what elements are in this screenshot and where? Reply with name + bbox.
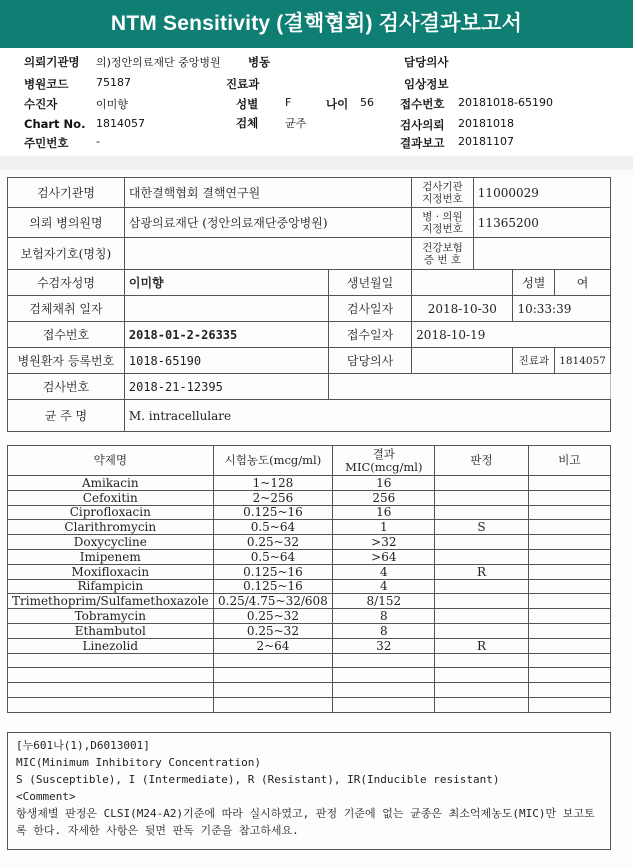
drug-range: 0.25~32 — [213, 609, 333, 624]
header-note: 비고 — [528, 446, 610, 476]
drug-range: 2~64 — [213, 638, 333, 653]
ward-label: 병동 — [248, 55, 271, 69]
drug-mic: 4 — [333, 564, 435, 579]
test-date-value: 2018-10-30 — [412, 296, 513, 322]
req-hospital-label: 의뢰 병의원명 — [8, 208, 125, 238]
drug-row — [8, 638, 611, 653]
drug-mic: >32 — [333, 535, 435, 550]
drug-note — [528, 549, 610, 564]
dept-value: 1814057 — [555, 348, 611, 374]
drug-range: 1~128 — [213, 476, 333, 491]
birth-value — [412, 270, 513, 296]
drug-interp: R — [435, 638, 528, 653]
drug-row — [8, 623, 611, 638]
receipt-date-value: 2018-10-19 — [412, 322, 611, 348]
sex-value: F — [285, 96, 292, 109]
drug-row — [8, 505, 611, 520]
drug-mic: 8/152 — [333, 594, 435, 609]
drug-mic: 8 — [333, 623, 435, 638]
drug-interp — [435, 579, 528, 594]
test-org-no-label: 검사기관 지정번호 — [412, 178, 474, 208]
insurer-value — [124, 238, 411, 270]
hospital-code-label: 병원코드 — [24, 77, 69, 91]
drug-note — [528, 594, 610, 609]
sex-label: 성별 — [236, 97, 259, 111]
insurer-label: 보험자기호(명칭) — [8, 238, 125, 270]
hospital-no-label: 병 · 의원 지정번호 — [412, 208, 474, 238]
specimen-value: 균주 — [285, 117, 307, 130]
receipt-date-label: 접수일자 — [328, 322, 411, 348]
drug-range: 0.125~16 — [213, 505, 333, 520]
header-mic: 결과 MIC(mcg/ml) — [333, 446, 435, 476]
empty-row — [8, 668, 611, 683]
drug-name: Ethambutol — [8, 623, 214, 638]
drug-mic: 32 — [333, 638, 435, 653]
reg-no-value: 1018-65190 — [124, 348, 328, 374]
collect-date-value — [124, 296, 328, 322]
comment-body: 항생제별 판정은 CLSI(M24-A2)기준에 따라 실시하였고, 판정 기준에 없는 균종은 최소억제농도(MIC)만 보고토록 한다. 자세한 사항은 뒷면 판독 기준을 참고하세요. — [16, 807, 595, 837]
organism-label: 균 주 명 — [8, 400, 125, 432]
organism-value: M. intracellulare — [124, 400, 610, 432]
age-label: 나이 — [326, 97, 349, 111]
drug-row — [8, 490, 611, 505]
drug-mic: 1 — [333, 520, 435, 535]
test-org-no-value: 11000029 — [473, 178, 610, 208]
health-ins-label: 건강보험 증 번 호 — [412, 238, 474, 270]
drug-mic: >64 — [333, 549, 435, 564]
drug-row — [8, 579, 611, 594]
drug-range: 0.125~16 — [213, 579, 333, 594]
drug-note — [528, 476, 610, 491]
birth-label: 생년월일 — [328, 270, 411, 296]
report-title: NTM Sensitivity (결핵협회) 검사결과보고서 — [0, 0, 633, 48]
test-time-value: 10:33:39 — [513, 296, 611, 322]
blank-cell — [328, 374, 610, 400]
patient-value: 이미향 — [96, 98, 128, 111]
drug-name: Doxycycline — [8, 535, 214, 550]
header-drug: 약제명 — [8, 446, 214, 476]
sex-value-2: 여 — [555, 270, 611, 296]
drug-note — [528, 505, 610, 520]
drug-range: 0.5~64 — [213, 520, 333, 535]
test-no-label: 검사번호 — [8, 374, 125, 400]
drug-interp — [435, 609, 528, 624]
drug-row — [8, 476, 611, 491]
doctor-label-2: 담당의사 — [328, 348, 411, 374]
drug-note — [528, 579, 610, 594]
test-no-value: 2018-21-12395 — [124, 374, 328, 400]
resident-no-value: - — [96, 135, 100, 148]
drug-interp: S — [435, 520, 528, 535]
drug-note — [528, 535, 610, 550]
drug-row — [8, 594, 611, 609]
drug-note — [528, 609, 610, 624]
drug-interp — [435, 476, 528, 491]
drug-note — [528, 623, 610, 638]
drug-row — [8, 564, 611, 579]
drug-mic: 8 — [333, 609, 435, 624]
patient-name-label: 수검자성명 — [8, 270, 125, 296]
drug-range: 0.5~64 — [213, 549, 333, 564]
receipt-no-label-2: 접수번호 — [8, 322, 125, 348]
drug-note — [528, 520, 610, 535]
drug-name: Rifampicin — [8, 579, 214, 594]
drug-interp — [435, 623, 528, 638]
test-date-label: 검사일자 — [328, 296, 411, 322]
report-date-value: 20181107 — [458, 135, 514, 148]
scanned-report — [0, 170, 633, 867]
patient-info-panel — [0, 48, 633, 156]
comment-heading: <Comment> — [16, 790, 76, 803]
drug-row — [8, 609, 611, 624]
doctor-label: 담당의사 — [404, 55, 449, 69]
drug-name: Clarithromycin — [8, 520, 214, 535]
comment-mic-def: MIC(Minimum Inhibitory Concentration) — [16, 756, 262, 769]
specimen-info-table — [7, 177, 611, 432]
empty-row — [8, 697, 611, 712]
patient-name-value: 이미향 — [124, 270, 328, 296]
comment-code: [누601나(1),D6013001] — [16, 739, 150, 752]
report-date-label: 결과보고 — [400, 136, 445, 150]
drug-mic-table — [7, 445, 611, 713]
comment-legend: S (Susceptible), I (Intermediate), R (Resistant), IR(Inducible resistant) — [16, 773, 500, 786]
drug-note — [528, 490, 610, 505]
chart-no-value: 1814057 — [96, 117, 145, 130]
drug-name: Amikacin — [8, 476, 214, 491]
drug-range: 2~256 — [213, 490, 333, 505]
sex-label-2: 성별 — [513, 270, 555, 296]
dept-label: 진료과 — [226, 77, 260, 91]
drug-mic: 16 — [333, 505, 435, 520]
drug-range: 0.125~16 — [213, 564, 333, 579]
drug-name: Ciprofloxacin — [8, 505, 214, 520]
clinical-info-label: 임상정보 — [404, 77, 449, 91]
drug-mic: 16 — [333, 476, 435, 491]
receipt-no-value-2: 2018-01-2-26335 — [124, 322, 328, 348]
comment-box — [7, 732, 611, 850]
collect-date-label: 검체채취 일자 — [8, 296, 125, 322]
drug-interp — [435, 535, 528, 550]
request-date-value: 20181018 — [458, 117, 514, 130]
reg-no-label: 병원환자 등록번호 — [8, 348, 125, 374]
institution-value: 의)정안의료재단 중앙병원 — [96, 56, 221, 69]
drug-name: Moxifloxacin — [8, 564, 214, 579]
drug-row — [8, 520, 611, 535]
empty-row — [8, 653, 611, 668]
patient-label: 수진자 — [24, 97, 58, 111]
drug-name: Cefoxitin — [8, 490, 214, 505]
request-date-label: 검사의뢰 — [400, 118, 445, 132]
drug-name: Trimethoprim/Sulfamethoxazole — [8, 594, 214, 609]
drug-interp — [435, 549, 528, 564]
drug-note — [528, 564, 610, 579]
drug-range: 0.25/4.75~32/608 — [213, 594, 333, 609]
drug-interp — [435, 490, 528, 505]
dept-label-2: 진료과 — [513, 348, 555, 374]
drug-row — [8, 535, 611, 550]
health-ins-value — [473, 238, 610, 270]
section-divider — [0, 156, 633, 170]
drug-range: 0.25~32 — [213, 535, 333, 550]
drug-mic: 4 — [333, 579, 435, 594]
age-value: 56 — [360, 96, 374, 109]
hospital-no-value: 11365200 — [473, 208, 610, 238]
drug-interp — [435, 594, 528, 609]
receipt-no-value: 20181018-65190 — [458, 96, 553, 109]
hospital-code-value: 75187 — [96, 76, 131, 89]
drug-name: Imipenem — [8, 549, 214, 564]
test-org-label: 검사기관명 — [8, 178, 125, 208]
receipt-no-label: 접수번호 — [400, 97, 445, 111]
chart-no-label: Chart No. — [24, 117, 86, 131]
drug-interp — [435, 505, 528, 520]
resident-no-label: 주민번호 — [24, 136, 69, 150]
header-range: 시험농도(mcg/ml) — [213, 446, 333, 476]
drug-range: 0.25~32 — [213, 623, 333, 638]
drug-row — [8, 549, 611, 564]
drug-name: Tobramycin — [8, 609, 214, 624]
drug-mic: 256 — [333, 490, 435, 505]
specimen-label: 검체 — [236, 116, 259, 130]
header-interp: 판정 — [435, 446, 528, 476]
drug-name: Linezolid — [8, 638, 214, 653]
institution-label: 의뢰기관명 — [24, 55, 80, 69]
doctor-value — [412, 348, 513, 374]
test-org-value: 대한결핵협회 결핵연구원 — [124, 178, 411, 208]
empty-row — [8, 683, 611, 698]
drug-interp: R — [435, 564, 528, 579]
drug-note — [528, 638, 610, 653]
req-hospital-value: 삼광의료재단 (정안의료재단중앙병원) — [124, 208, 411, 238]
